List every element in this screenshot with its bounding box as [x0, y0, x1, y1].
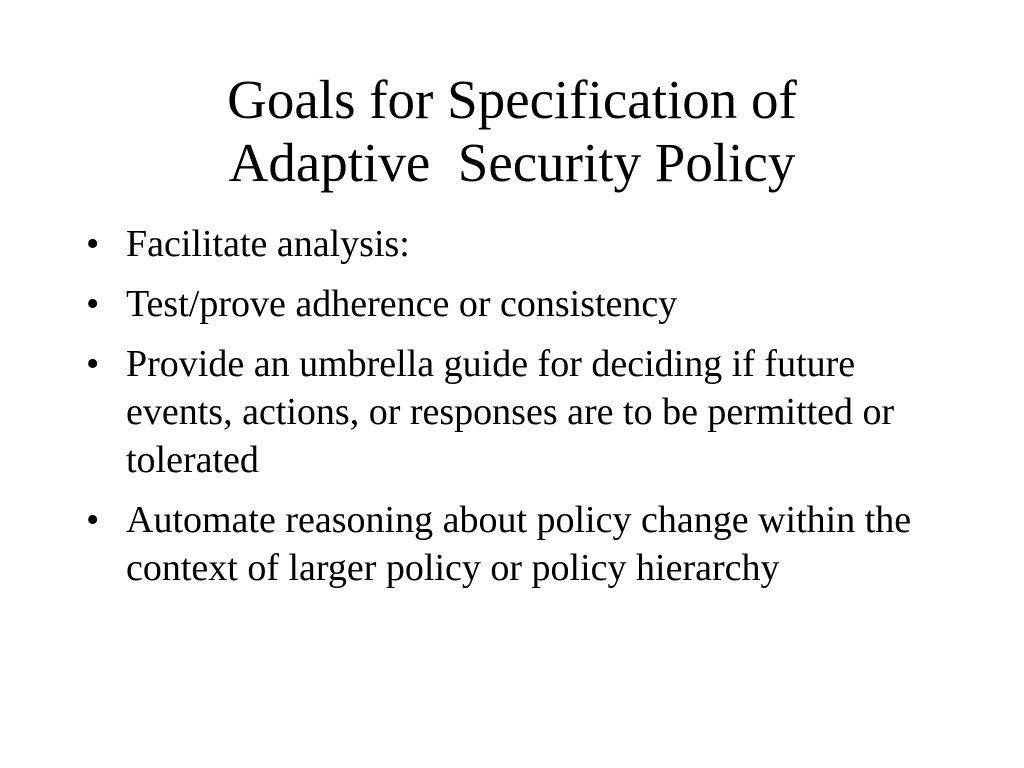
bullet-icon: • [86, 499, 100, 541]
bullet-text: Test/prove adherence or consistency [126, 283, 678, 325]
bullet-item [86, 220, 966, 268]
bullet-icon: • [86, 343, 100, 385]
slide-title-line-2: Adaptive Security Policy [228, 132, 796, 193]
slide-title-line-1: Goals for Specification of [227, 69, 797, 130]
bullet-text: Provide an umbrella guide for deciding if future events, actions, or responses are to be permitted or tolerated [126, 343, 895, 481]
bullet-icon: • [86, 223, 100, 265]
bullet-item [86, 496, 966, 592]
bullet-item [86, 280, 966, 328]
bullet-text: Automate reasoning about policy change within the context of larger policy or policy hierarchy [126, 499, 912, 589]
bullet-list [86, 220, 966, 604]
bullet-item [86, 340, 966, 484]
bullet-text: Facilitate analysis: [126, 223, 410, 265]
slide-title [0, 68, 1024, 194]
bullet-icon: • [86, 283, 100, 325]
